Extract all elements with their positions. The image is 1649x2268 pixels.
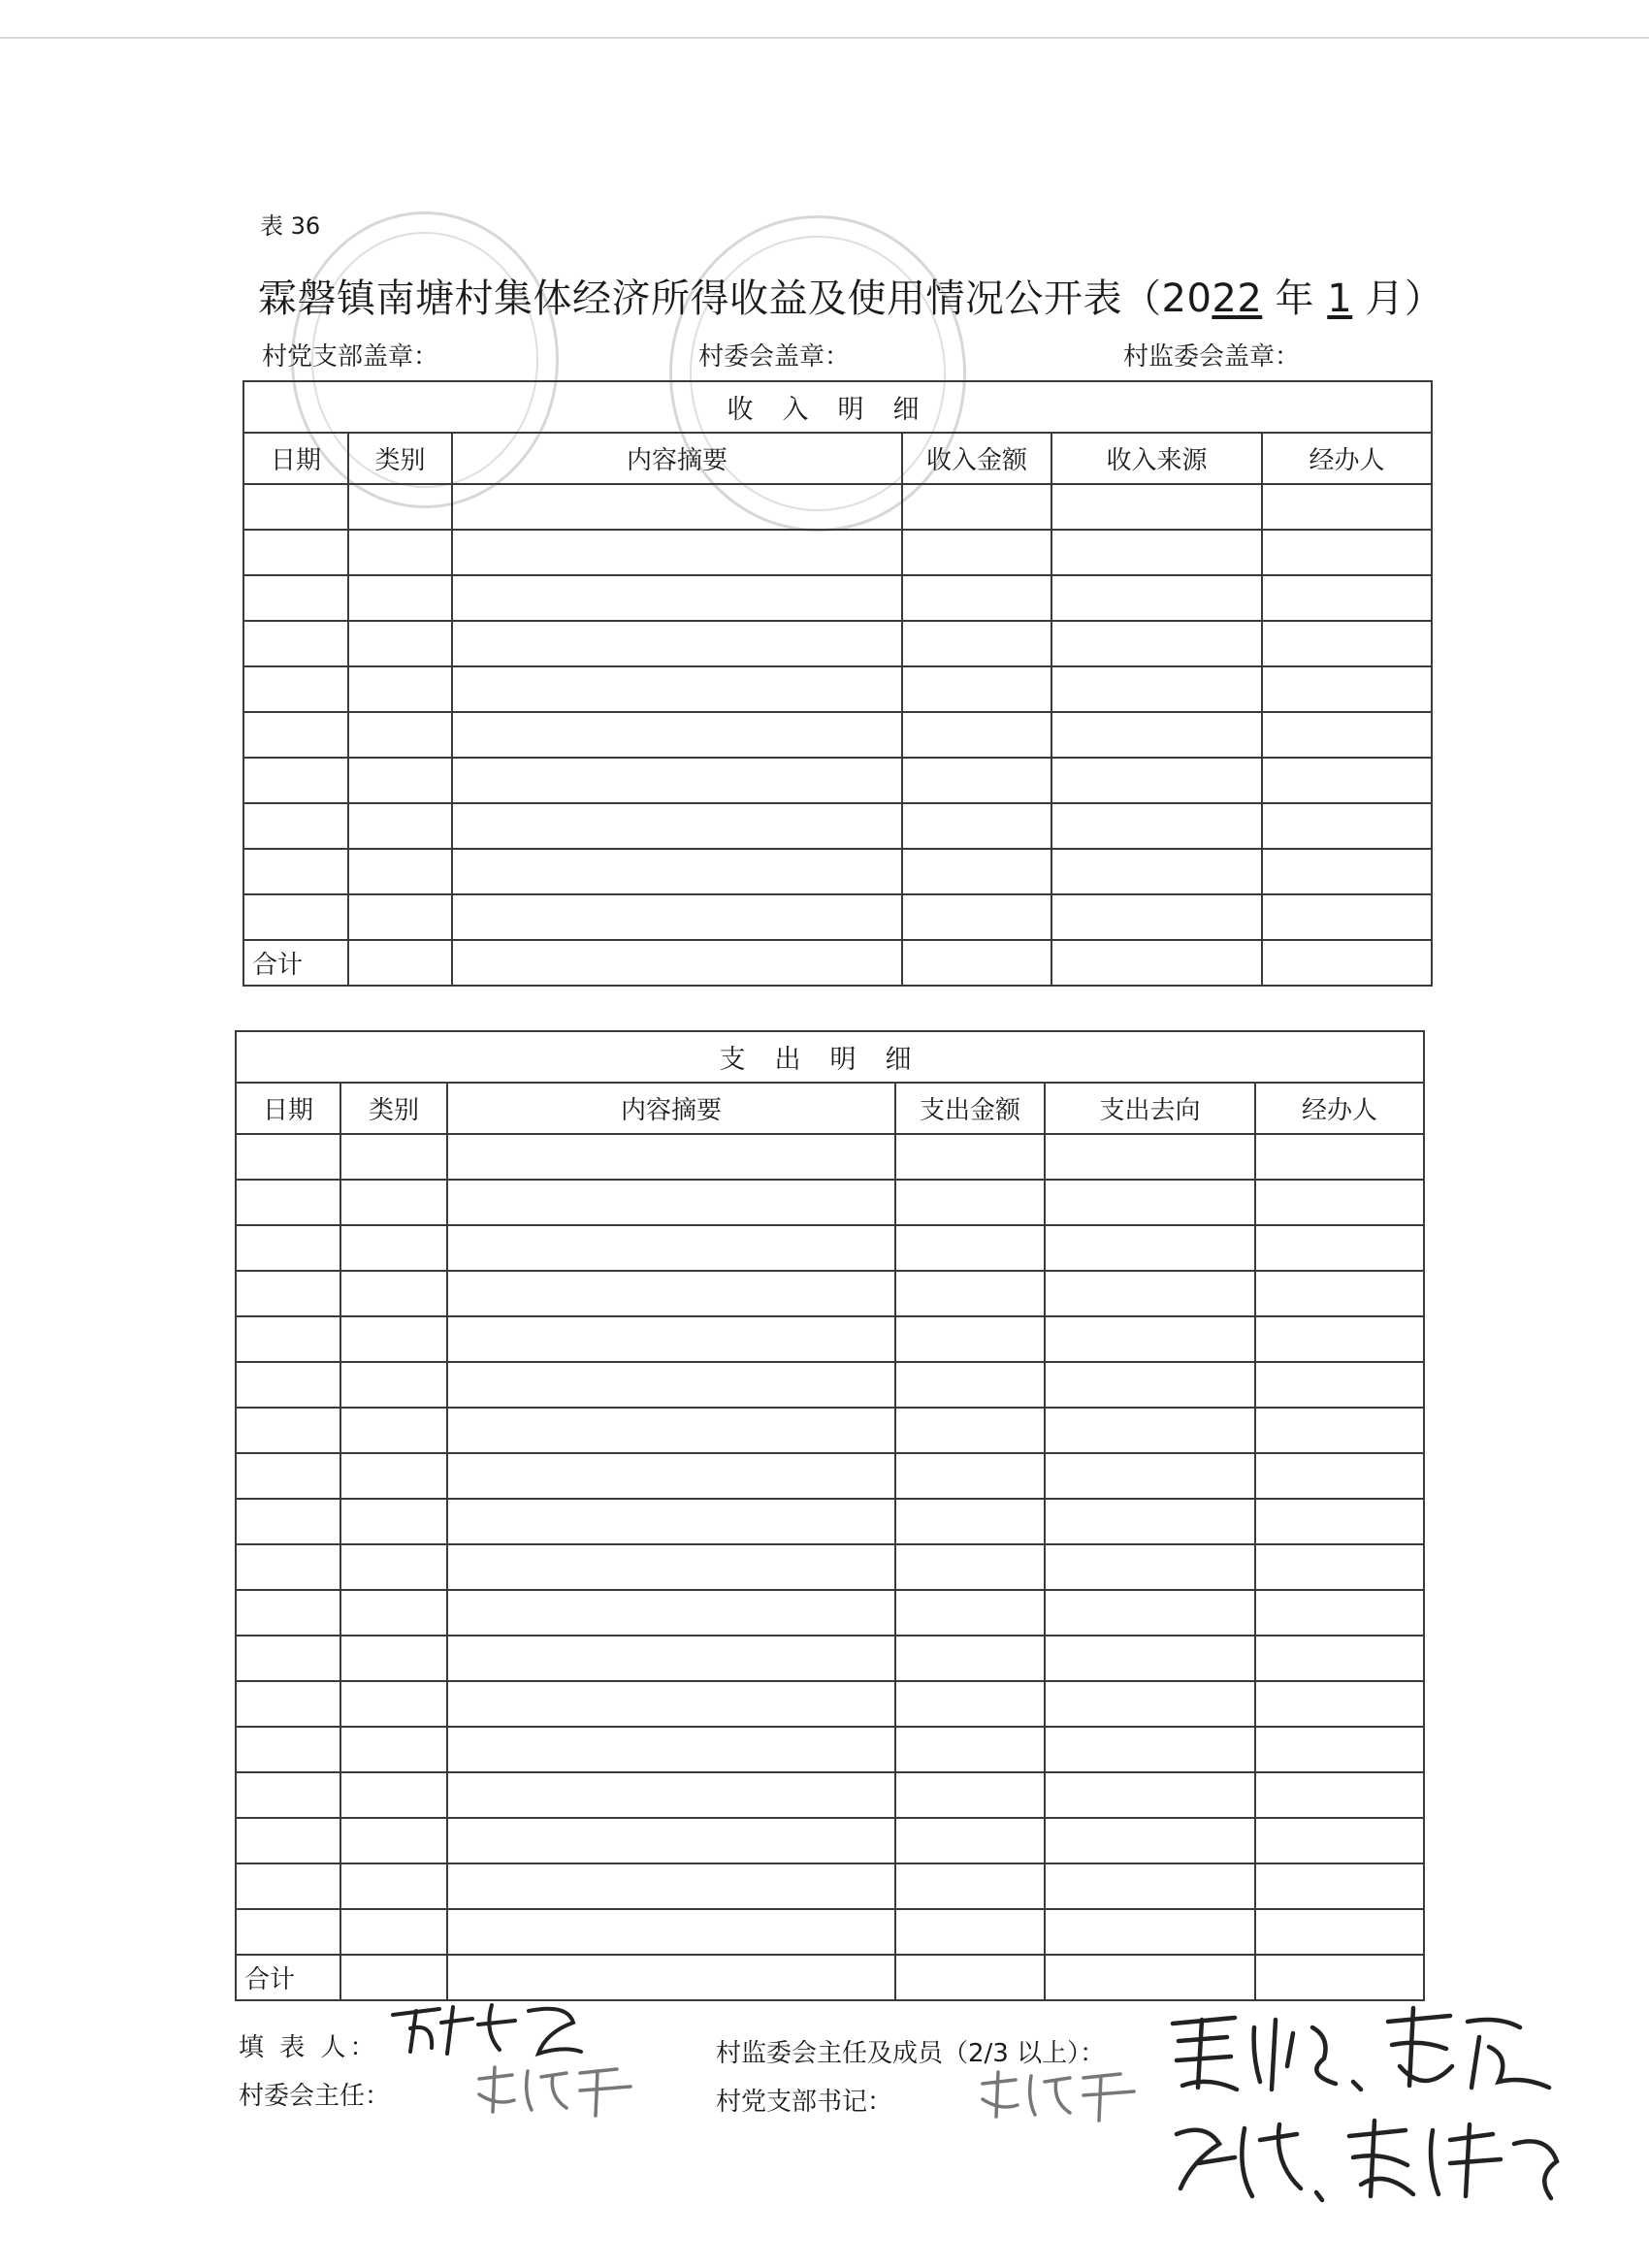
income-table-cell: [902, 575, 1051, 621]
income-table-row: [243, 621, 1432, 666]
expense-table-cell: [1255, 1863, 1424, 1909]
expense-header-destination: 支出去向: [1045, 1083, 1255, 1134]
income-total-cell: [1051, 940, 1262, 986]
expense-table-cell: [236, 1772, 340, 1818]
expense-table-cell: [236, 1180, 340, 1225]
form-number: 表 36: [260, 212, 321, 240]
expense-table-cell: [340, 1225, 447, 1271]
income-table-cell: [452, 758, 902, 803]
income-header-source: 收入来源: [1051, 433, 1262, 484]
expense-table-row: [236, 1134, 1424, 1180]
expense-table-cell: [1045, 1316, 1255, 1362]
expense-header-summary: 内容摘要: [447, 1083, 895, 1134]
income-table-cell: [1051, 484, 1262, 530]
income-table-cell: [452, 666, 902, 712]
expense-table-cell: [895, 1316, 1045, 1362]
income-table-cell: [902, 530, 1051, 575]
income-table-cell: [1051, 666, 1262, 712]
expense-table-cell: [895, 1590, 1045, 1636]
expense-table-cell: [236, 1590, 340, 1636]
income-table-cell: [902, 712, 1051, 758]
expense-table-cell: [895, 1681, 1045, 1727]
income-header-amount: 收入金额: [902, 433, 1051, 484]
income-table-cell: [348, 666, 452, 712]
expense-table-cell: [1045, 1453, 1255, 1499]
expense-header-date: 日期: [236, 1083, 340, 1134]
expense-table-cell: [340, 1681, 447, 1727]
expense-table-cell: [1045, 1863, 1255, 1909]
income-header-summary: 内容摘要: [452, 433, 902, 484]
income-table-cell: [348, 530, 452, 575]
supervision-signatures: [1159, 1998, 1576, 2221]
expense-table-cell: [340, 1134, 447, 1180]
income-table-cell: [1262, 575, 1432, 621]
expense-table: [235, 1030, 1425, 2001]
income-total-cell: [1262, 940, 1432, 986]
income-table-cell: [452, 484, 902, 530]
income-table-cell: [348, 803, 452, 849]
income-table-cell: [243, 712, 348, 758]
expense-table-row: [236, 1818, 1424, 1863]
expense-total-cell: [1045, 1955, 1255, 2000]
income-header-category: 类别: [348, 433, 452, 484]
income-total-cell: [348, 940, 452, 986]
expense-table-cell: [447, 1362, 895, 1408]
income-table-row: [243, 849, 1432, 894]
income-table-cell: [1051, 849, 1262, 894]
expense-table-cell: [1045, 1681, 1255, 1727]
expense-table-cell: [895, 1225, 1045, 1271]
expense-table-cell: [340, 1863, 447, 1909]
income-table-cell: [1051, 575, 1262, 621]
income-table-row: [243, 758, 1432, 803]
expense-table-row: [236, 1863, 1424, 1909]
expense-table-cell: [895, 1499, 1045, 1544]
income-table-cell: [1262, 803, 1432, 849]
income-total-cell: [452, 940, 902, 986]
expense-table-cell: [236, 1134, 340, 1180]
expense-table-cell: [1255, 1408, 1424, 1453]
expense-table-cell: [1255, 1316, 1424, 1362]
income-table-cell: [348, 758, 452, 803]
income-table-cell: [1262, 758, 1432, 803]
expense-table-cell: [236, 1362, 340, 1408]
expense-table-cell: [447, 1271, 895, 1316]
expense-table-cell: [895, 1818, 1045, 1863]
income-table-cell: [1051, 712, 1262, 758]
expense-table-cell: [1045, 1499, 1255, 1544]
expense-table-cell: [236, 1681, 340, 1727]
expense-header-handler: 经办人: [1255, 1083, 1424, 1134]
income-table: [242, 380, 1433, 987]
expense-table-cell: [895, 1271, 1045, 1316]
party-seal-label: 村党支部盖章：: [262, 342, 439, 372]
income-table-cell: [243, 530, 348, 575]
income-table-cell: [452, 712, 902, 758]
expense-table-cell: [1255, 1544, 1424, 1590]
expense-table-cell: [236, 1453, 340, 1499]
expense-table-cell: [1255, 1271, 1424, 1316]
expense-table-cell: [1045, 1818, 1255, 1863]
income-table-cell: [243, 894, 348, 940]
expense-table-cell: [447, 1408, 895, 1453]
expense-table-cell: [1255, 1225, 1424, 1271]
income-table-cell: [902, 849, 1051, 894]
supervision-seal-label: 村监委会盖章：: [1123, 342, 1301, 372]
income-table-row: [243, 530, 1432, 575]
expense-header-row: [236, 1083, 1424, 1134]
expense-table-cell: [447, 1180, 895, 1225]
expense-total-cell: [1255, 1955, 1424, 2000]
expense-table-cell: [895, 1362, 1045, 1408]
income-header-row: [243, 433, 1432, 484]
expense-table-row: [236, 1453, 1424, 1499]
income-table-cell: [902, 621, 1051, 666]
expense-table-cell: [340, 1818, 447, 1863]
income-table-row: [243, 575, 1432, 621]
expense-table-cell: [340, 1180, 447, 1225]
income-table-cell: [452, 894, 902, 940]
income-table-cell: [348, 849, 452, 894]
expense-table-cell: [447, 1134, 895, 1180]
income-table-cell: [243, 575, 348, 621]
expense-table-cell: [895, 1408, 1045, 1453]
expense-table-cell: [895, 1636, 1045, 1681]
expense-table-cell: [1255, 1362, 1424, 1408]
expense-table-row: [236, 1909, 1424, 1955]
expense-table-cell: [1045, 1544, 1255, 1590]
expense-table-row: [236, 1316, 1424, 1362]
expense-table-cell: [236, 1271, 340, 1316]
expense-header-amount: 支出金额: [895, 1083, 1045, 1134]
expense-table-cell: [340, 1362, 447, 1408]
income-table-cell: [1051, 803, 1262, 849]
expense-table-cell: [340, 1453, 447, 1499]
income-table-row: [243, 803, 1432, 849]
income-table-row: [243, 666, 1432, 712]
expense-table-cell: [1255, 1681, 1424, 1727]
income-rows: [243, 484, 1432, 940]
expense-table-cell: [236, 1818, 340, 1863]
expense-table-cell: [447, 1863, 895, 1909]
expense-total-cell: [895, 1955, 1045, 2000]
title-month-fill: 1: [1327, 276, 1353, 321]
expense-table-cell: [1255, 1818, 1424, 1863]
expense-table-row: [236, 1225, 1424, 1271]
income-table-cell: [348, 712, 452, 758]
expense-table-cell: [1045, 1636, 1255, 1681]
expense-table-cell: [895, 1863, 1045, 1909]
income-table-row: [243, 712, 1432, 758]
expense-table-cell: [340, 1316, 447, 1362]
expense-table-row: [236, 1271, 1424, 1316]
expense-table-cell: [447, 1909, 895, 1955]
expense-table-row: [236, 1180, 1424, 1225]
expense-table-cell: [1255, 1772, 1424, 1818]
expense-table-cell: [895, 1909, 1045, 1955]
expense-table-cell: [447, 1727, 895, 1772]
expense-table-cell: [1045, 1590, 1255, 1636]
income-table-cell: [1262, 530, 1432, 575]
scan-edge-line: [0, 37, 1649, 39]
expense-table-cell: [340, 1727, 447, 1772]
title-year-fill: 22: [1212, 276, 1263, 321]
expense-table-cell: [236, 1909, 340, 1955]
expense-total-label: 合计: [236, 1955, 340, 2000]
expense-table-cell: [1045, 1909, 1255, 1955]
income-table-cell: [243, 621, 348, 666]
expense-table-cell: [447, 1544, 895, 1590]
income-table-cell: [1262, 621, 1432, 666]
expense-table-row: [236, 1544, 1424, 1590]
income-table-cell: [243, 484, 348, 530]
filler-label: 填 表 人：: [239, 2033, 379, 2062]
expense-table-cell: [447, 1225, 895, 1271]
expense-table-cell: [1255, 1909, 1424, 1955]
expense-table-row: [236, 1362, 1424, 1408]
expense-table-cell: [236, 1316, 340, 1362]
expense-table-cell: [895, 1180, 1045, 1225]
expense-table-cell: [1255, 1727, 1424, 1772]
expense-table-cell: [895, 1544, 1045, 1590]
income-table-cell: [1262, 712, 1432, 758]
expense-table-cell: [447, 1636, 895, 1681]
expense-table-cell: [340, 1271, 447, 1316]
expense-table-cell: [1045, 1727, 1255, 1772]
income-table-cell: [1051, 530, 1262, 575]
expense-table-cell: [236, 1544, 340, 1590]
income-table-cell: [348, 484, 452, 530]
expense-table-cell: [1255, 1636, 1424, 1681]
expense-table-cell: [340, 1772, 447, 1818]
expense-table-cell: [1045, 1772, 1255, 1818]
expense-table-cell: [340, 1544, 447, 1590]
income-table-cell: [902, 666, 1051, 712]
expense-table-cell: [895, 1772, 1045, 1818]
expense-table-cell: [1045, 1180, 1255, 1225]
expense-table-cell: [1255, 1453, 1424, 1499]
supervision-members-label: 村监委会主任及成员（2/3 以上）：: [716, 2039, 1106, 2068]
expense-table-row: [236, 1636, 1424, 1681]
expense-table-cell: [236, 1225, 340, 1271]
expense-table-cell: [1255, 1590, 1424, 1636]
income-table-cell: [902, 484, 1051, 530]
expense-table-cell: [1045, 1408, 1255, 1453]
income-table-cell: [452, 849, 902, 894]
expense-table-cell: [236, 1727, 340, 1772]
income-table-cell: [1262, 484, 1432, 530]
expense-table-cell: [447, 1772, 895, 1818]
expense-table-row: [236, 1727, 1424, 1772]
income-section-title: 收入明细: [243, 381, 1432, 433]
income-table-cell: [452, 575, 902, 621]
income-total-row: [243, 940, 1432, 986]
expense-table-cell: [340, 1408, 447, 1453]
income-table-cell: [1262, 894, 1432, 940]
income-table-cell: [243, 849, 348, 894]
expense-table-cell: [447, 1681, 895, 1727]
expense-table-cell: [447, 1316, 895, 1362]
expense-section-title: 支出明细: [236, 1031, 1424, 1083]
party-secretary-label: 村党支部书记：: [716, 2088, 893, 2117]
expense-table-cell: [236, 1408, 340, 1453]
income-table-cell: [243, 666, 348, 712]
expense-table-cell: [1045, 1362, 1255, 1408]
committee-seal-label: 村委会盖章：: [698, 342, 851, 372]
expense-table-cell: [1045, 1134, 1255, 1180]
expense-table-cell: [1045, 1225, 1255, 1271]
income-table-cell: [452, 803, 902, 849]
income-table-cell: [1262, 849, 1432, 894]
expense-table-cell: [895, 1453, 1045, 1499]
committee-director-signature: [471, 2061, 641, 2122]
income-table-row: [243, 484, 1432, 530]
income-total-label: 合计: [243, 940, 348, 986]
document-title: 霖磐镇南塘村集体经济所得收益及使用情况公开表（2022 年 1 月）: [258, 276, 1444, 321]
income-table-cell: [902, 803, 1051, 849]
income-table-cell: [1051, 621, 1262, 666]
income-table-cell: [348, 621, 452, 666]
income-table-cell: [243, 803, 348, 849]
expense-table-cell: [1255, 1499, 1424, 1544]
committee-director-label: 村委会主任：: [239, 2082, 391, 2111]
expense-table-cell: [447, 1453, 895, 1499]
expense-table-cell: [1045, 1271, 1255, 1316]
expense-table-row: [236, 1590, 1424, 1636]
income-table-cell: [452, 621, 902, 666]
expense-table-cell: [340, 1636, 447, 1681]
income-header-date: 日期: [243, 433, 348, 484]
filler-signature: [383, 1993, 587, 2061]
income-table-cell: [1051, 894, 1262, 940]
income-header-handler: 经办人: [1262, 433, 1432, 484]
income-table-cell: [243, 758, 348, 803]
expense-table-cell: [447, 1590, 895, 1636]
expense-table-cell: [340, 1499, 447, 1544]
expense-table-row: [236, 1681, 1424, 1727]
expense-table-cell: [447, 1499, 895, 1544]
expense-table-cell: [895, 1134, 1045, 1180]
expense-table-row: [236, 1408, 1424, 1453]
income-table-cell: [902, 758, 1051, 803]
expense-table-cell: [340, 1590, 447, 1636]
expense-table-row: [236, 1772, 1424, 1818]
expense-table-cell: [1255, 1134, 1424, 1180]
expense-table-cell: [1255, 1180, 1424, 1225]
income-table-cell: [902, 894, 1051, 940]
party-secretary-signature: [975, 2066, 1145, 2126]
expense-table-cell: [340, 1909, 447, 1955]
expense-table-cell: [236, 1636, 340, 1681]
expense-table-row: [236, 1499, 1424, 1544]
income-table-cell: [1051, 758, 1262, 803]
expense-table-cell: [236, 1499, 340, 1544]
income-table-cell: [452, 530, 902, 575]
expense-table-cell: [447, 1818, 895, 1863]
expense-header-category: 类别: [340, 1083, 447, 1134]
income-table-row: [243, 894, 1432, 940]
income-table-cell: [1262, 666, 1432, 712]
income-total-cell: [902, 940, 1051, 986]
expense-table-cell: [895, 1727, 1045, 1772]
expense-table-cell: [236, 1863, 340, 1909]
income-table-cell: [348, 575, 452, 621]
income-table-cell: [348, 894, 452, 940]
expense-rows: [236, 1134, 1424, 1955]
